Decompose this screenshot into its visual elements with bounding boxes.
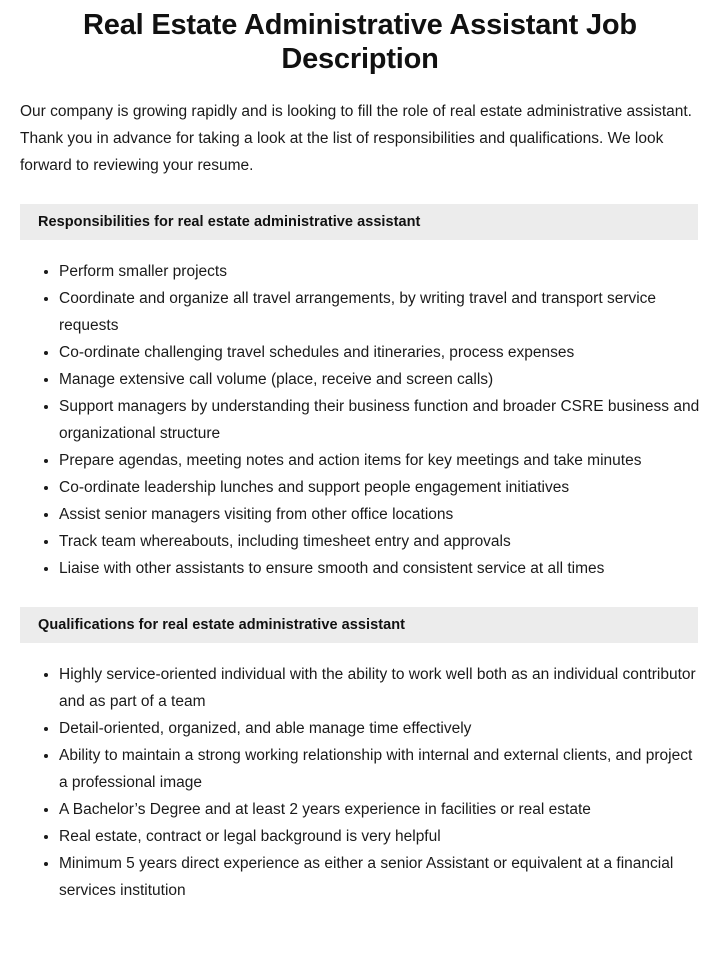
- bottom-spacer: [0, 904, 720, 918]
- list-item: Coordinate and organize all travel arrangements, by writing travel and transport service requests: [44, 285, 700, 339]
- list-item: Perform smaller projects: [44, 258, 700, 285]
- list-item: Co-ordinate leadership lunches and support people engagement initiatives: [44, 474, 700, 501]
- list-item: Ability to maintain a strong working relationship with internal and external clients, and project a professional image: [44, 742, 700, 796]
- qualifications-list: [0, 643, 720, 904]
- page-title: Real Estate Administrative Assistant Job Description: [83, 9, 637, 75]
- list-item: Detail-oriented, organized, and able manage time effectively: [44, 715, 700, 742]
- section-heading-label: Responsibilities for real estate administrative assistant: [38, 214, 421, 230]
- intro-paragraph: Our company is growing rapidly and is looking to fill the role of real estate administrative assistant. Thank you in advance for taking a look at the list of responsibilities and qualifications. We look forward to reviewing your resume.: [20, 103, 692, 174]
- list-item: Prepare agendas, meeting notes and action items for key meetings and take minutes: [44, 447, 700, 474]
- list-item: Co-ordinate challenging travel schedules and itineraries, process expenses: [44, 339, 700, 366]
- section-header-qualifications: [20, 607, 698, 643]
- responsibilities-list: [0, 240, 720, 582]
- section-qualifications: [0, 607, 720, 904]
- list-item: Manage extensive call volume (place, receive and screen calls): [44, 366, 700, 393]
- list-item: Liaise with other assistants to ensure smooth and consistent service at all times: [44, 555, 700, 582]
- list-item: A Bachelor’s Degree and at least 2 years experience in facilities or real estate: [44, 796, 700, 823]
- list-item: Support managers by understanding their business function and broader CSRE business and organizational structure: [44, 393, 700, 447]
- list-item: Assist senior managers visiting from other office locations: [44, 501, 700, 528]
- section-responsibilities: [0, 204, 720, 582]
- section-header-responsibilities: [20, 204, 698, 240]
- section-heading-label: Qualifications for real estate administrative assistant: [38, 617, 405, 633]
- list-item: Track team whereabouts, including timesheet entry and approvals: [44, 528, 700, 555]
- list-item: Minimum 5 years direct experience as either a senior Assistant or equivalent at a financial services institution: [44, 850, 700, 904]
- list-item: Real estate, contract or legal background is very helpful: [44, 823, 700, 850]
- list-item: Highly service-oriented individual with the ability to work well both as an individual contributor and as part of a team: [44, 661, 700, 715]
